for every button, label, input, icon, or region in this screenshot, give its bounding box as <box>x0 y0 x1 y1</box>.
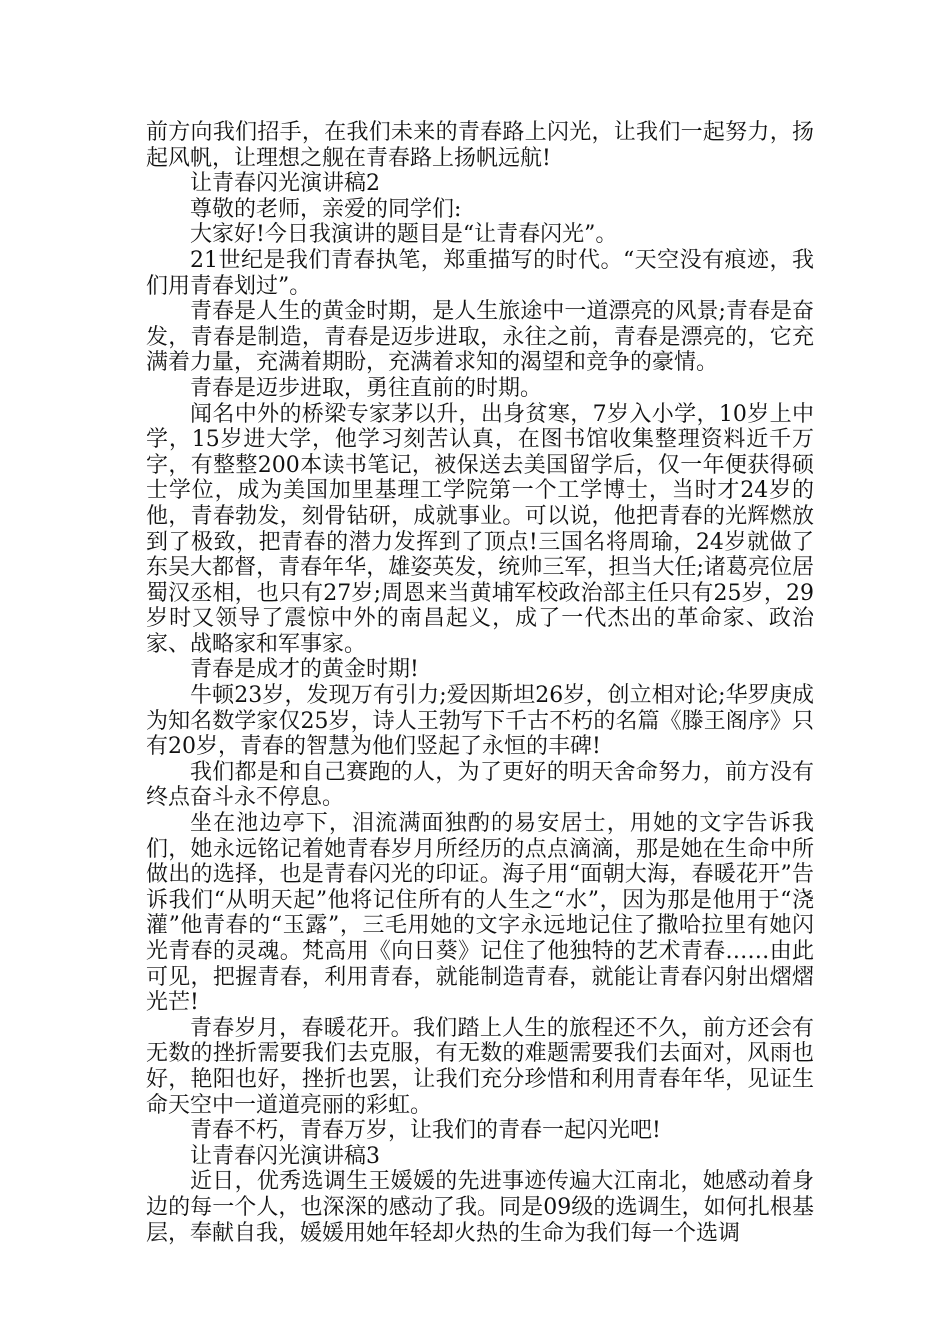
paragraph: 青春是迈步进取，勇往直前的时期。 <box>190 375 543 401</box>
paragraph: 21世纪是我们青春执笔，郑重描写的时代。“天空没有痕迹，我们用青春划过”。 <box>146 247 814 299</box>
paragraph-continued: 前方向我们招手，在我们未来的青春路上闪光，让我们一起努力，扬起风帆，让理想之舰在青春路上扬帆远航! <box>146 120 814 171</box>
paragraph: 青春岁月，春暖花开。我们踏上人生的旅程还不久，前方还会有无数的挫折需要我们去克服，有无数的难题需要我们去面对，风雨也好，艳阳也好，挫折也罢，让我们充分珍惜和利用青春年华，见证生命天空中一道道亮丽的彩虹。 <box>146 1015 814 1118</box>
paragraph: 闻名中外的桥梁专家茅以升，出身贫寒，7岁入小学，10岁上中学，15岁进大学，他学习刻苦认真，在图书馆收集整理资料近千万字，有整整200本读书笔记，被保送去美国留学后，仅一年便获得硕士学位，成为美国加里基理工学院第一个工学博士，当时才24岁的他，青春勃发，刻骨钻研，成就事业。可以说，他把青春的光辉燃放到了极致，把青春的潜力发挥到了顶点!三国名将周瑜，24岁就做了东吴大都督，青春年华，雄姿英发，统帅三军，担当大任;诸葛亮位居蜀汉丞相，也只有27岁;周恩来当黄埔军校政治部主任只有25岁，29岁时又领导了震惊中外的南昌起义，成了一代杰出的革命家、政治家、战略家和军事家。 <box>146 401 814 657</box>
paragraph: 牛顿23岁，发现万有引力;爱因斯坦26岁，创立相对论;华罗庚成为知名数学家仅25岁，诗人王勃写下千古不朽的名篇《滕王阁序》只有20岁，青春的智慧为他们竖起了永恒的丰碑! <box>146 683 814 760</box>
section-heading: 让青春闪光演讲稿2 <box>190 171 380 197</box>
document-page <box>146 120 814 1246</box>
paragraph: 青春是人生的黄金时期，是人生旅途中一道漂亮的风景;青春是奋发，青春是制造，青春是迈步进取，永往之前，青春是漂亮的，它充满着力量，充满着期盼，充满着求知的渴望和竞争的豪情。 <box>146 299 814 376</box>
paragraph: 我们都是和自己赛跑的人，为了更好的明天舍命努力，前方没有终点奋斗永不停息。 <box>146 759 814 811</box>
section-heading: 让青春闪光演讲稿3 <box>190 1143 380 1169</box>
paragraph: 青春不朽，青春万岁，让我们的青春一起闪光吧! <box>190 1118 661 1144</box>
paragraph: 近日，优秀选调生王媛媛的先进事迹传遍大江南北，她感动着身边的每一个人，也深深的感动了我。同是09级的选调生，如何扎根基层，奉献自我，媛媛用她年轻却火热的生命为我们每一个选调 <box>146 1169 814 1246</box>
salutation: 尊敬的老师，亲爱的同学们: <box>190 196 462 222</box>
paragraph: 青春是成才的黄金时期! <box>190 657 419 683</box>
paragraph: 坐在池边亭下，泪流满面独酌的易安居士，用她的文字告诉我们，她永远铭记着她青春岁月所经历的点点滴滴，那是她在生命中所做出的选择，也是青春闪光的印证。海子用“面朝大海，春暖花开”告诉我们“从明天起”他将记住所有的人生之“水”，因为那是他用于“浇灌”他青春的“玉露”，三毛用她的文字永远地记住了撒哈拉里有她闪光青春的灵魂。梵高用《向日葵》记住了他独特的艺术青春……由此可见，把握青春，利用青春，就能制造青春，就能让青春闪射出熠熠光芒! <box>146 811 814 1016</box>
paragraph: 大家好!今日我演讲的题目是“让青春闪光”。 <box>190 222 618 248</box>
